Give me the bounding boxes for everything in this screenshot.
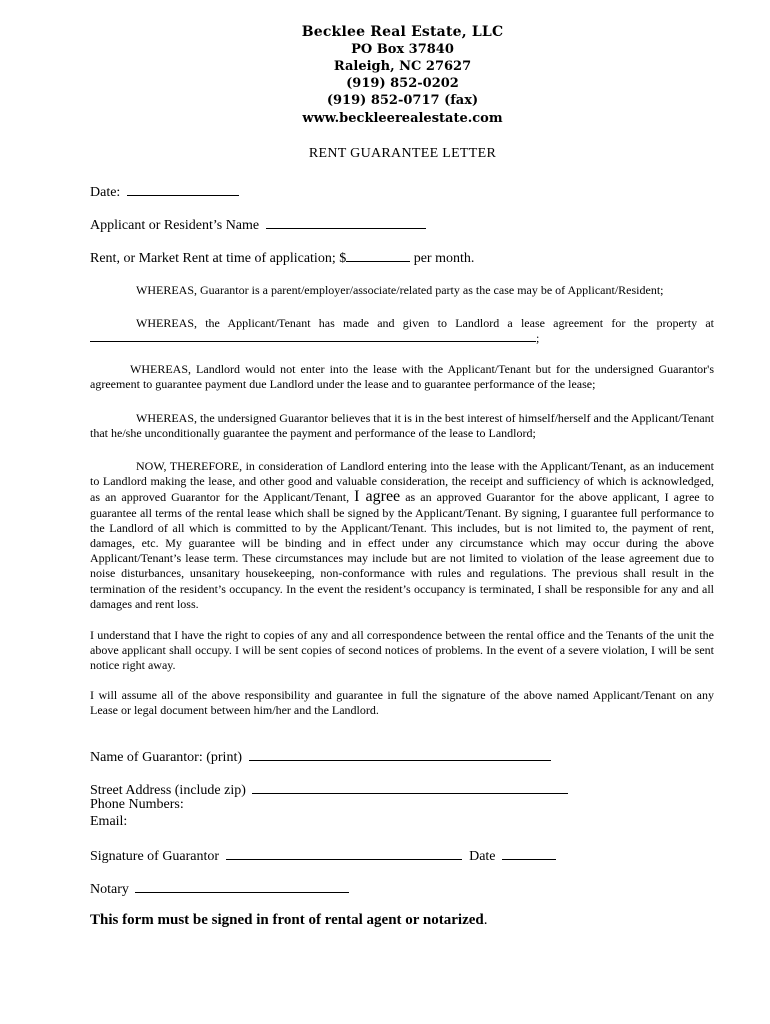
notary-blank[interactable] [135, 880, 349, 893]
signature-date-label: Date [469, 849, 496, 864]
whereas-paragraph-1: WHEREAS, Guarantor is a parent/employer/associate/related party as the case may be of Applicant/Resident; [136, 283, 664, 297]
fax-number: (919) 852-0717 (fax) [326, 93, 479, 108]
applicant-blank[interactable] [266, 216, 426, 229]
date-blank[interactable] [127, 183, 239, 196]
document-title: RENT GUARANTEE LETTER [308, 146, 497, 161]
applicant-line [90, 216, 426, 234]
rent-blank[interactable] [346, 249, 410, 262]
assume-paragraph: I will assume all of the above responsibility and guarantee in full the signature of the above named Applicant/Tenant on any Lease or legal document between him/her and the Landlord. [90, 688, 714, 718]
notary-line [90, 880, 349, 898]
applicant-label: Applicant or Resident’s Name [90, 218, 260, 233]
website: www.beckleerealestate.com [302, 111, 503, 126]
signature-date-blank[interactable] [502, 847, 556, 860]
street-address-blank[interactable] [252, 781, 568, 794]
guarantor-name-line [90, 748, 551, 766]
phone-numbers-label: Phone Numbers: [90, 797, 184, 812]
rent-label: Rent, or Market Rent at time of application; $ [90, 251, 347, 266]
signature-label: Signature of Guarantor [90, 849, 220, 864]
city-state-zip: Raleigh, NC 27627 [333, 59, 472, 74]
property-address-line: ; [90, 329, 539, 346]
rent-line [90, 249, 474, 267]
email-label: Email: [90, 814, 128, 829]
i-agree-emphasis: I agree [354, 488, 401, 506]
street-address-label: Street Address (include zip) [90, 783, 246, 798]
rent-suffix: per month. [413, 251, 475, 266]
understand-paragraph: I understand that I have the right to copies of any and all correspondence between the rental office and the Tenants of the unit the above applicant shall occupy. I will be sent copies of second notices of problems. In the event of a severe violation, I will be sent notice right away. [90, 628, 714, 673]
po-box: PO Box 37840 [351, 42, 454, 57]
guarantor-name-blank[interactable] [249, 748, 551, 761]
whereas-paragraph-3: WHEREAS, Landlord would not enter into the lease with the Applicant/Tenant but for the undersigned Guarantor's agreement to guarantee payment due Landlord under the lease and to guarantee performance of the lease; [90, 362, 714, 392]
notary-label: Notary [90, 882, 129, 897]
signature-line [90, 847, 556, 865]
signing-requirement-note: This form must be signed in front of rental agent or notarized. [90, 912, 488, 928]
whereas-paragraph-2: WHEREAS, the Applicant/Tenant has made and given to Landlord a lease agreement for the property at [136, 316, 714, 330]
guarantor-name-label: Name of Guarantor: (print) [90, 750, 242, 765]
now-therefore-paragraph: NOW, THEREFORE, in consideration of Landlord entering into the lease with the Applicant/Tenant, as an inducement to Landlord making the lease, and other good and valuable consideration, the receipt and sufficiency of which is acknowledged, as an approved Guarantor for the Applicant/Tenant, I agree as an approved Guarantor for the above applicant, I agree to guarantee all terms of the rental lease which shall be signed by the Applicant/Tenant. By signing, I guarantee full performance to the Landlord of all which is committed to by the Applicant/Tenant. This includes, but is not limited to, the payment of rent, damages, etc. My guarantee will be binding and in effect under any circumstance which may occur during the above Applicant/Tenant’s lease term. These circumstances may include but are not limited to violation of the lease agreement due to noise disturbances, unsanitary housekeeping, non-conformance with rules and regulations. The previous shall result in the termination of the resident’s occupancy. In the event the resident’s occupancy is terminated, I shall be responsible for any and all damages and rent loss. [90, 459, 714, 611]
signature-blank[interactable] [226, 847, 462, 860]
date-label: Date: [90, 185, 121, 200]
property-address-blank[interactable] [90, 329, 536, 342]
phone-number: (919) 852-0202 [346, 76, 459, 91]
company-name: Becklee Real Estate, LLC [301, 24, 504, 40]
date-line [90, 183, 239, 201]
whereas-paragraph-4: WHEREAS, the undersigned Guarantor believes that it is in the best interest of himself/herself and the Applicant/Tenant that he/she unconditionally guarantee the payment and performance of the lease to Landlord; [90, 411, 715, 441]
